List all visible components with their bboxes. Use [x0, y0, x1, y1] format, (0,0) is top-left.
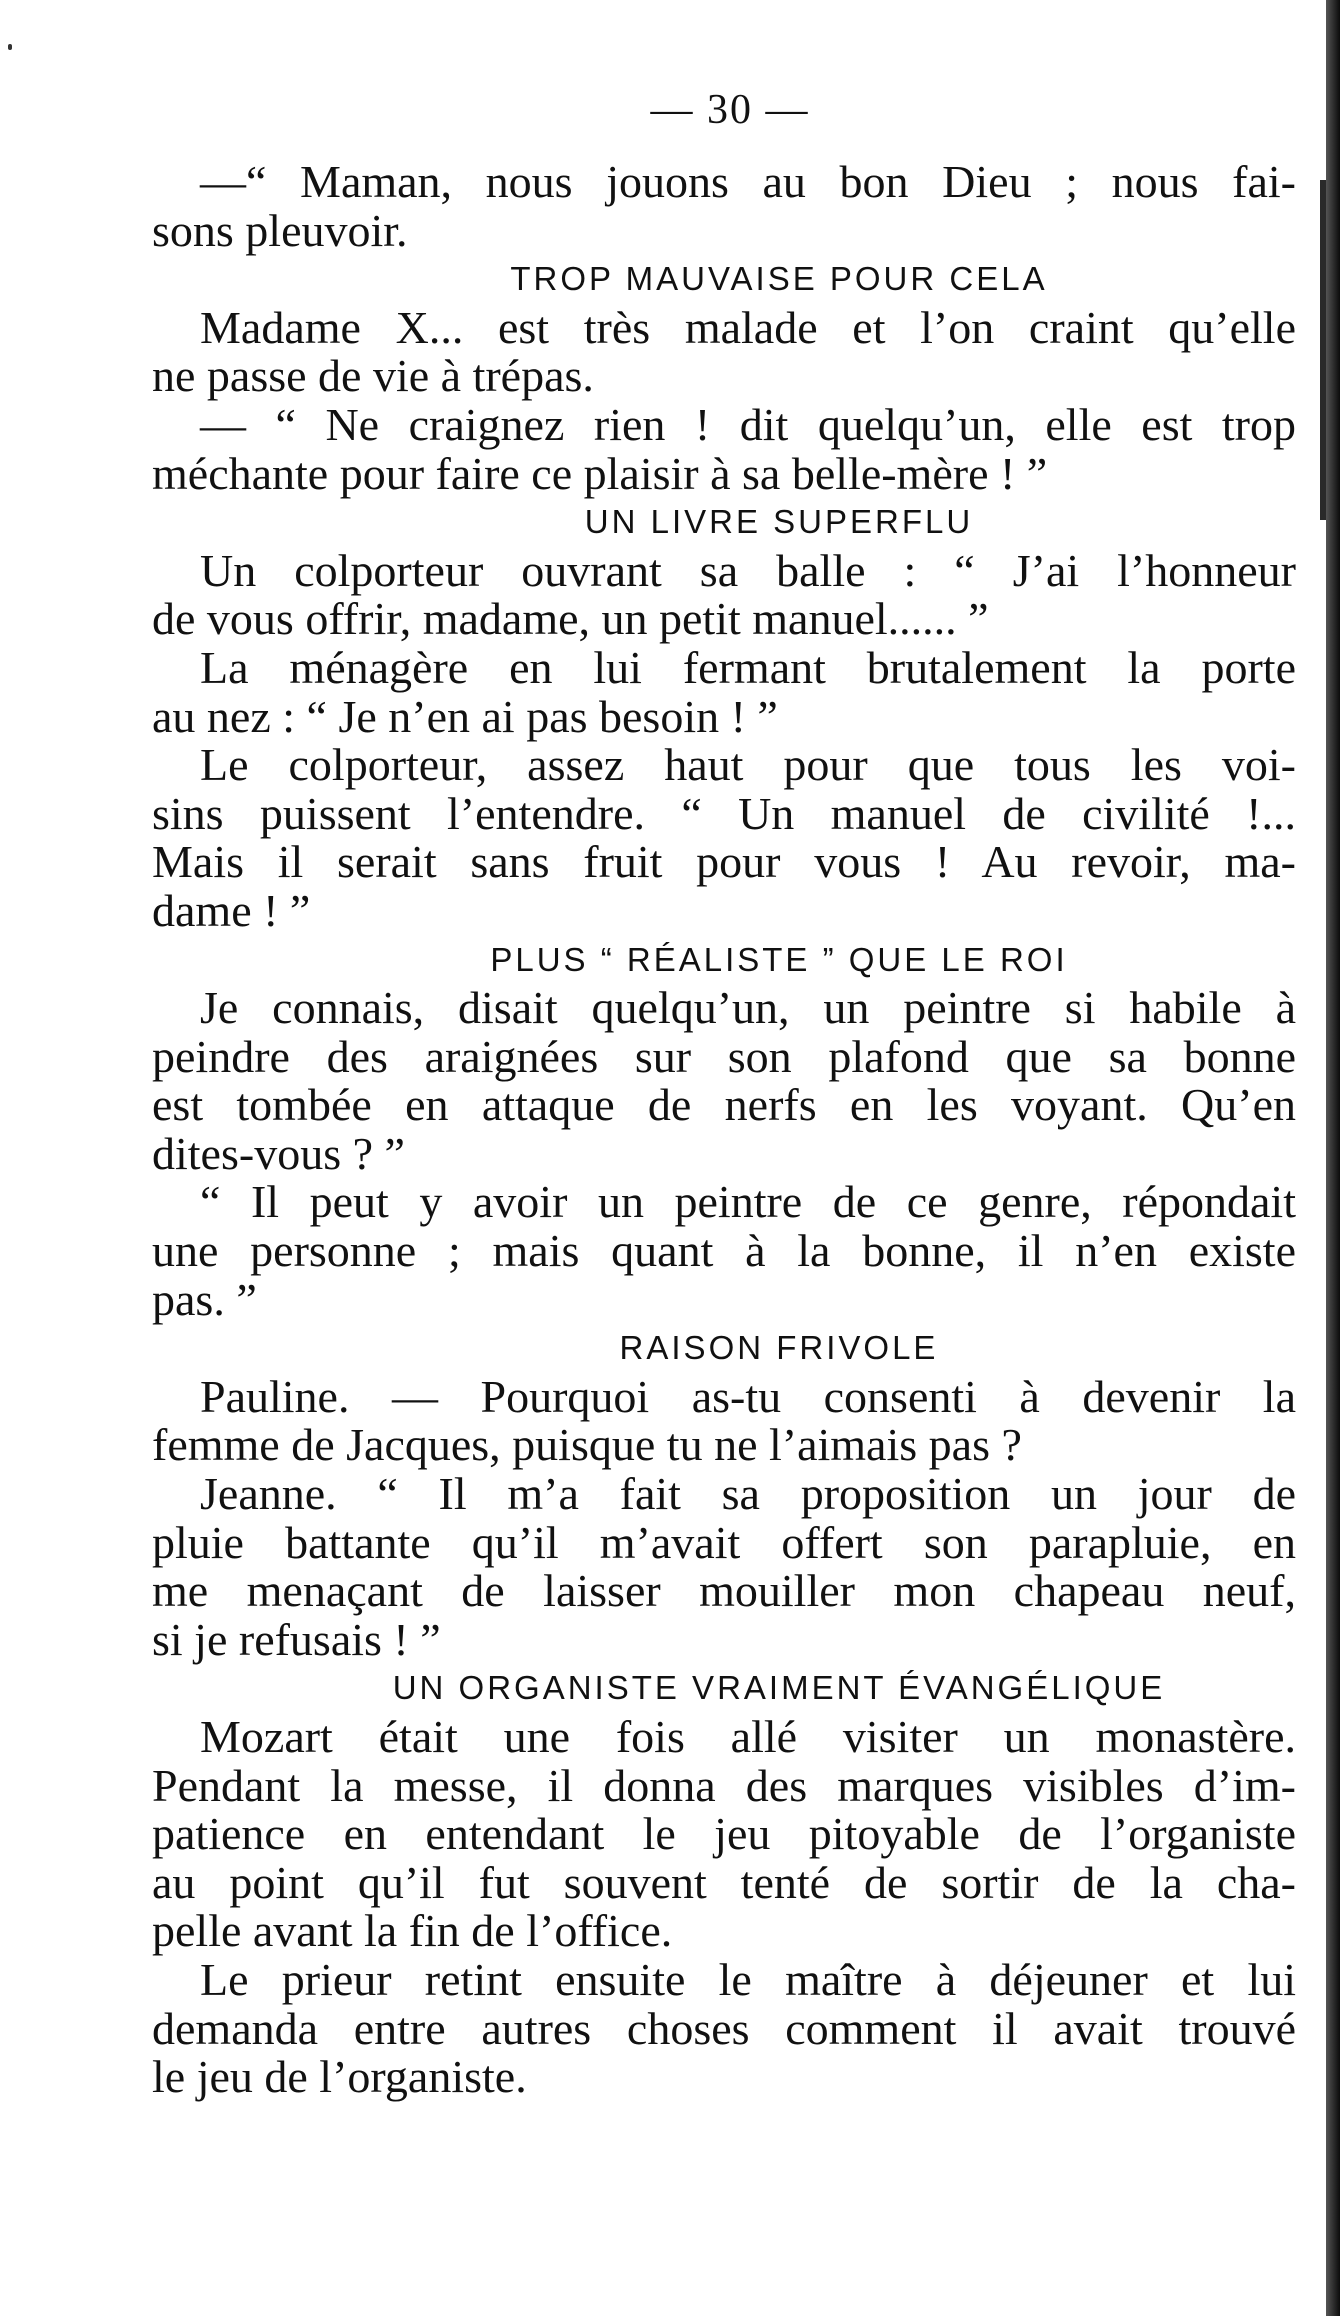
- text-line: sins puissent l’entendre. “ Un manuel de civilité !...: [152, 787, 1296, 839]
- text-line: Mozart était une fois allé visiter un monastère.: [200, 1711, 1296, 1762]
- text-line: dites-vous ? ”: [152, 1127, 405, 1179]
- text-line: au nez : “ Je n’en ai pas besoin ! ”: [152, 690, 778, 742]
- text-line: le jeu de l’organiste.: [152, 2051, 527, 2103]
- section-heading: UN ORGANISTE VRAIMENT ÉVANGÉLIQUE: [392, 1669, 1166, 1707]
- text-line: La ménagère en lui fermant brutalement la porte: [200, 641, 1296, 693]
- text-line: “ Il peut y avoir un peintre de ce genre, répondait: [200, 1176, 1296, 1228]
- text-line: une personne ; mais quant à la bonne, il n’en existe: [152, 1225, 1296, 1277]
- text-line: ne passe de vie à trépas.: [152, 350, 594, 402]
- text-line: Pendant la messe, il donna des marques visibles d’im-: [152, 1759, 1296, 1811]
- text-line: demanda entre autres choses comment il avait trouvé: [152, 2002, 1296, 2054]
- page-number: — 30 —: [650, 87, 810, 133]
- section-heading: PLUS “ RÉALISTE ” QUE LE ROI: [490, 940, 1068, 978]
- text-line: peindre des araignées sur son plafond que sa bonne: [152, 1030, 1296, 1082]
- page-edge-shadow: [1326, 0, 1340, 2316]
- ink-speck: [8, 44, 12, 50]
- text-line: Le prieur retint ensuite le maître à déjeuner et lui: [200, 1953, 1296, 2005]
- text-line: Je connais, disait quelqu’un, un peintre si habile à: [200, 982, 1296, 1034]
- text-line: si je refusais ! ”: [152, 1613, 441, 1665]
- text-line: Un colporteur ouvrant sa balle : “ J’ai l’honneur: [200, 544, 1296, 596]
- text-line: de vous offrir, madame, un petit manuel...... ”: [152, 593, 989, 645]
- text-line: méchante pour faire ce plaisir à sa belle-mère ! ”: [152, 447, 1048, 499]
- text-line: est tombée en attaque de nerfs en les voyant. Qu’en: [152, 1079, 1296, 1131]
- section-heading: RAISON FRIVOLE: [619, 1329, 939, 1367]
- text-line: au point qu’il fut souvent tenté de sortir de la cha-: [152, 1856, 1296, 1908]
- text-line: pelle avant la fin de l’office.: [152, 1905, 673, 1957]
- text-line: sons pleuvoir.: [152, 204, 408, 256]
- text-block: [152, 158, 1296, 2102]
- text-line: pas. ”: [152, 1273, 257, 1325]
- text-line: Pauline. — Pourquoi as-tu consenti à devenir la: [200, 1370, 1296, 1422]
- section-heading: UN LIVRE SUPERFLU: [584, 503, 974, 541]
- text-line: dame ! ”: [152, 884, 311, 936]
- text-line: Mais il serait sans fruit pour vous ! Au revoir, ma-: [152, 836, 1296, 888]
- text-line: Le colporteur, assez haut pour que tous les voi-: [200, 739, 1296, 791]
- text-line: me menaçant de laisser mouiller mon chapeau neuf,: [152, 1565, 1296, 1617]
- text-line: — “ Ne craignez rien ! dit quelqu’un, elle est trop: [200, 398, 1296, 450]
- text-line: patience en entendant le jeu pitoyable de l’organiste: [152, 1808, 1296, 1860]
- text-line: —“ Maman, nous jouons au bon Dieu ; nous fai-: [200, 156, 1296, 207]
- text-line: pluie battante qu’il m’avait offert son parapluie, en: [152, 1516, 1296, 1568]
- page-edge-shadow-inner: [1320, 180, 1326, 520]
- section-heading: TROP MAUVAISE POUR CELA: [510, 260, 1048, 298]
- text-line: Madame X... est très malade et l’on craint qu’elle: [200, 301, 1296, 353]
- text-line: Jeanne. “ Il m’a fait sa proposition un jour de: [200, 1468, 1296, 1520]
- text-line: femme de Jacques, puisque tu ne l’aimais pas ?: [152, 1419, 1022, 1471]
